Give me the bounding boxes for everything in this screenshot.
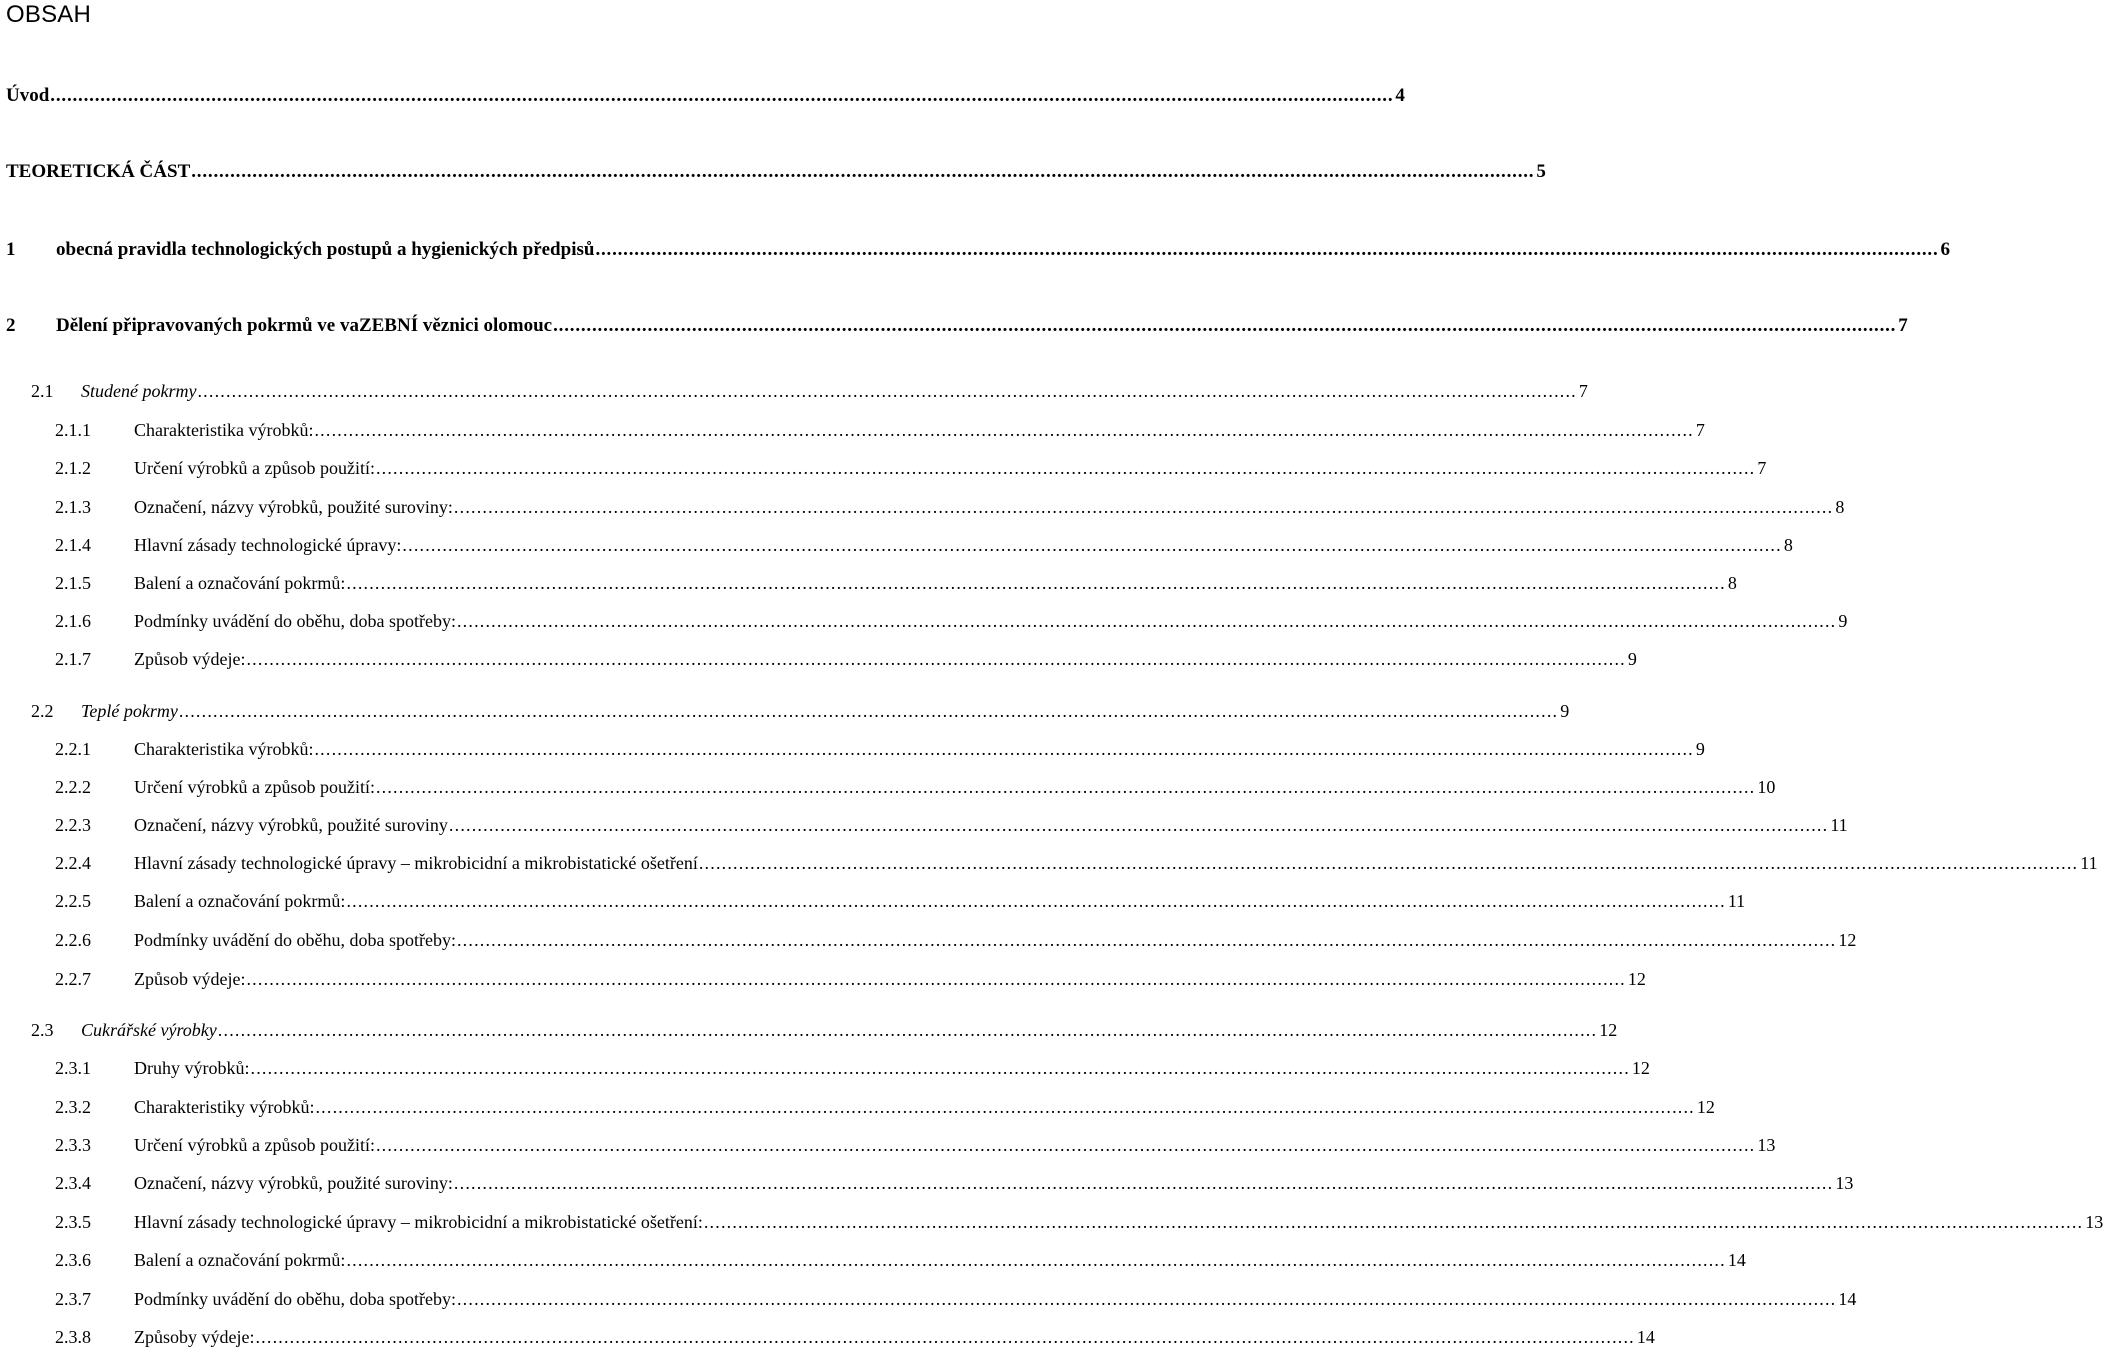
toc-entry-subsection[interactable] xyxy=(0,645,1637,673)
toc-entry-page: 7 xyxy=(1898,315,1908,336)
toc-entry-teoreticka-cast[interactable] xyxy=(0,158,1546,186)
toc-entry-page: 13 xyxy=(1835,1172,1854,1193)
dot-leader: .................................................................................................................................................................................................................................................. xyxy=(315,1096,1695,1117)
toc-entry-subsection[interactable] xyxy=(0,965,1646,993)
toc-entry-subsection[interactable] xyxy=(0,454,1767,482)
toc-entry-subsection[interactable] xyxy=(0,531,1793,559)
dot-leader: .................................................................................................................................................................................................................................................. xyxy=(375,457,1756,478)
toc-entry-number: 2.1.2 xyxy=(55,457,91,478)
toc-entry-subsection[interactable] xyxy=(0,493,1845,521)
toc-entry-number: 2.3.1 xyxy=(55,1057,91,1078)
toc-entry-page: 10 xyxy=(1757,776,1776,797)
toc-entry-number: 2.1.3 xyxy=(55,496,91,517)
toc-entry-number: 1 xyxy=(6,239,16,260)
dot-leader: .................................................................................................................................................................................................................................................. xyxy=(197,380,1577,401)
toc-entry-label: Úvod xyxy=(6,85,50,106)
toc-entry-label: Určení výrobků a způsob použití: xyxy=(134,457,375,478)
toc-entry-page: 14 xyxy=(1636,1326,1655,1347)
toc-entry-subsection[interactable] xyxy=(0,1131,1776,1159)
dot-leader: .................................................................................................................................................................................................................................................. xyxy=(456,929,1837,950)
toc-entry-number: 2.1.7 xyxy=(55,648,91,669)
toc-entry-subsection[interactable] xyxy=(0,416,1705,444)
toc-entry-subsection[interactable] xyxy=(0,607,1848,635)
dot-leader: .................................................................................................................................................................................................................................................. xyxy=(346,890,1726,911)
toc-entry-page: 4 xyxy=(1395,85,1405,106)
toc-entry-label: Balení a označování pokrmů: xyxy=(134,1249,346,1270)
dot-leader: .................................................................................................................................................................................................................................................. xyxy=(448,814,1829,835)
toc-entry-number: 2.1.4 xyxy=(55,534,91,555)
toc-entry-page: 9 xyxy=(1695,738,1705,759)
toc-entry-subsection[interactable] xyxy=(0,1054,1650,1082)
dot-leader: .................................................................................................................................................................................................................................................. xyxy=(346,1249,1726,1270)
toc-entry-label: Hlavní zásady technologické úpravy – mikrobicidní a mikrobistatické ošetření: xyxy=(134,1211,703,1232)
toc-entry-number: 2.2.2 xyxy=(55,776,91,797)
toc-entry-number: 2.1.5 xyxy=(55,572,91,593)
toc-entry-subsection[interactable] xyxy=(0,735,1705,763)
toc-entry-label: Označení, názvy výrobků, použité suroviny xyxy=(134,814,448,835)
toc-entry-label: Způsob výdeje: xyxy=(134,648,246,669)
toc-entry-label: obecná pravidla technologických postupů a hygienických předpisů xyxy=(56,239,595,260)
dot-leader: .................................................................................................................................................................................................................................................. xyxy=(698,852,2079,873)
toc-entry-label: Hlavní zásady technologické úpravy: xyxy=(134,534,402,555)
dot-leader: .................................................................................................................................................................................................................................................. xyxy=(402,534,1782,555)
toc-entry-number: 2.2.7 xyxy=(55,968,91,989)
toc-entry-number: 2.3.8 xyxy=(55,1326,91,1347)
toc-entry-page: 14 xyxy=(1838,1288,1857,1309)
toc-entry-label: Charakteristika výrobků: xyxy=(134,738,314,759)
toc-entry-page: 13 xyxy=(2085,1211,2104,1232)
toc-entry-number: 2.2.5 xyxy=(55,890,91,911)
toc-entry-page: 11 xyxy=(1830,814,1848,835)
toc-entry-label: Způsob výdeje: xyxy=(134,968,246,989)
toc-entry-subsection[interactable] xyxy=(0,887,1746,915)
toc-entry-number: 2.2.1 xyxy=(55,738,91,759)
toc-entry-number: 2.3.4 xyxy=(55,1172,91,1193)
toc-entry-number: 2.3.7 xyxy=(55,1288,91,1309)
toc-entry-page: 14 xyxy=(1727,1249,1746,1270)
toc-entry-label: Označení, názvy výrobků, použité suroviny: xyxy=(134,496,453,517)
toc-entry-subsection[interactable] xyxy=(0,1285,1857,1313)
toc-entry-label: Určení výrobků a způsob použití: xyxy=(134,1134,375,1155)
toc-entry-subsection[interactable] xyxy=(0,811,1848,839)
toc-entry-number: 2.3.3 xyxy=(55,1134,91,1155)
toc-entry-label: Podmínky uvádění do oběhu, doba spotřeby: xyxy=(134,1288,456,1309)
toc-entry-page: 8 xyxy=(1727,572,1737,593)
toc-entry-page: 13 xyxy=(1757,1134,1776,1155)
toc-entry-number: 2 xyxy=(6,315,16,336)
toc-entry-page: 7 xyxy=(1695,419,1705,440)
dot-leader: .................................................................................................................................................................................................................................................. xyxy=(553,315,1897,336)
toc-entry-page: 12 xyxy=(1696,1096,1715,1117)
dot-leader: .................................................................................................................................................................................................................................................. xyxy=(250,1057,1630,1078)
toc-entry-page: 7 xyxy=(1578,380,1588,401)
toc-entry-number: 2.2.4 xyxy=(55,852,91,873)
toc-entry-section-2-3[interactable] xyxy=(0,1016,1618,1044)
dot-leader: .................................................................................................................................................................................................................................................. xyxy=(255,1326,1635,1347)
toc-entry-label: Podmínky uvádění do oběhu, doba spotřeby: xyxy=(134,929,456,950)
dot-leader: .................................................................................................................................................................................................................................................. xyxy=(456,1288,1837,1309)
dot-leader: .................................................................................................................................................................................................................................................. xyxy=(595,239,1939,260)
toc-entry-page: 12 xyxy=(1599,1019,1618,1040)
toc-entry-subsection[interactable] xyxy=(0,849,2098,877)
toc-entry-label: Cukrářské výrobky xyxy=(81,1019,217,1040)
dot-leader: .................................................................................................................................................................................................................................................. xyxy=(375,1134,1756,1155)
dot-leader: .................................................................................................................................................................................................................................................. xyxy=(217,1019,1598,1040)
toc-entry-label: Charakteristiky výrobků: xyxy=(134,1096,315,1117)
toc-entry-label: Balení a označování pokrmů: xyxy=(134,890,346,911)
toc-entry-subsection[interactable] xyxy=(0,1169,1854,1197)
toc-entry-number: 2.2.3 xyxy=(55,814,91,835)
page-title: OBSAH xyxy=(6,1,92,28)
dot-leader: .................................................................................................................................................................................................................................................. xyxy=(453,1172,1834,1193)
toc-entry-subsection[interactable] xyxy=(0,1093,1715,1121)
dot-leader: .................................................................................................................................................................................................................................................. xyxy=(50,85,1394,106)
toc-entry-page: 11 xyxy=(1727,890,1746,911)
dot-leader: .................................................................................................................................................................................................................................................. xyxy=(314,419,1694,440)
toc-entry-section-2-1[interactable] xyxy=(0,377,1588,405)
toc-entry-page: 12 xyxy=(1627,968,1646,989)
toc-entry-page: 8 xyxy=(1783,534,1793,555)
toc-entry-subsection[interactable] xyxy=(0,569,1737,597)
dot-leader: .................................................................................................................................................................................................................................................. xyxy=(703,1211,2084,1232)
toc-entry-page: 6 xyxy=(1940,239,1951,260)
toc-entry-label: Způsoby výdeje: xyxy=(134,1326,255,1347)
toc-entry-page: 12 xyxy=(1838,929,1857,950)
dot-leader: .................................................................................................................................................................................................................................................. xyxy=(246,648,1626,669)
toc-entry-subsection[interactable] xyxy=(0,1323,1655,1351)
toc-entry-number: 2.1 xyxy=(31,380,54,401)
toc-entry-number: 2.3.5 xyxy=(55,1211,91,1232)
toc-entry-page: 9 xyxy=(1838,610,1848,631)
toc-entry-page: 11 xyxy=(2080,852,2098,873)
toc-entry-page: 8 xyxy=(1835,496,1845,517)
toc-entry-uvod[interactable] xyxy=(0,82,1405,110)
toc-entry-label: Podmínky uvádění do oběhu, doba spotřeby: xyxy=(134,610,456,631)
toc-entry-label: TEORETICKÁ ČÁST xyxy=(6,161,191,182)
toc-entry-page: 9 xyxy=(1560,700,1570,721)
toc-entry-chapter-2[interactable] xyxy=(0,312,1908,340)
toc-entry-section-2-2[interactable] xyxy=(0,697,1570,725)
toc-entry-subsection[interactable] xyxy=(0,1208,2104,1236)
toc-entry-page: 12 xyxy=(1631,1057,1650,1078)
toc-entry-number: 2.1.6 xyxy=(55,610,91,631)
dot-leader: .................................................................................................................................................................................................................................................. xyxy=(314,738,1694,759)
toc-entry-page: 5 xyxy=(1536,161,1546,182)
toc-entry-number: 2.2 xyxy=(31,700,54,721)
toc-entry-label: Charakteristika výrobků: xyxy=(134,419,314,440)
dot-leader: .................................................................................................................................................................................................................................................. xyxy=(178,700,1559,721)
toc-entry-label: Balení a označování pokrmů: xyxy=(134,572,346,593)
toc-entry-label: Označení, názvy výrobků, použité suroviny: xyxy=(134,1172,453,1193)
toc-entry-number: 2.2.6 xyxy=(55,929,91,950)
toc-entry-page: 9 xyxy=(1627,648,1637,669)
toc-entry-number: 2.1.1 xyxy=(55,419,91,440)
toc-entry-label: Hlavní zásady technologické úpravy – mikrobicidní a mikrobistatické ošetření xyxy=(134,852,698,873)
dot-leader: .................................................................................................................................................................................................................................................. xyxy=(453,496,1834,517)
toc-entry-subsection[interactable] xyxy=(0,926,1857,954)
toc-entry-label: Teplé pokrmy xyxy=(81,700,178,721)
toc-entry-number: 2.3 xyxy=(31,1019,54,1040)
toc-entry-label: Studené pokrmy xyxy=(81,380,197,401)
toc-entry-number: 2.3.6 xyxy=(55,1249,91,1270)
toc-entry-chapter-1[interactable] xyxy=(0,236,1951,264)
dot-leader: .................................................................................................................................................................................................................................................. xyxy=(346,572,1726,593)
dot-leader: .................................................................................................................................................................................................................................................. xyxy=(375,776,1756,797)
toc-entry-label: Dělení připravovaných pokrmů ve vaZEBNÍ věznici olomouc xyxy=(56,315,553,336)
toc-entry-subsection[interactable] xyxy=(0,773,1776,801)
toc-entry-label: Druhy výrobků: xyxy=(134,1057,250,1078)
toc-entry-number: 2.3.2 xyxy=(55,1096,91,1117)
dot-leader: .................................................................................................................................................................................................................................................. xyxy=(191,161,1535,182)
toc-entry-subsection[interactable] xyxy=(0,1246,1746,1274)
toc-entry-label: Určení výrobků a způsob použití: xyxy=(134,776,375,797)
dot-leader: .................................................................................................................................................................................................................................................. xyxy=(246,968,1626,989)
dot-leader: .................................................................................................................................................................................................................................................. xyxy=(456,610,1837,631)
toc-entry-page: 7 xyxy=(1757,457,1767,478)
